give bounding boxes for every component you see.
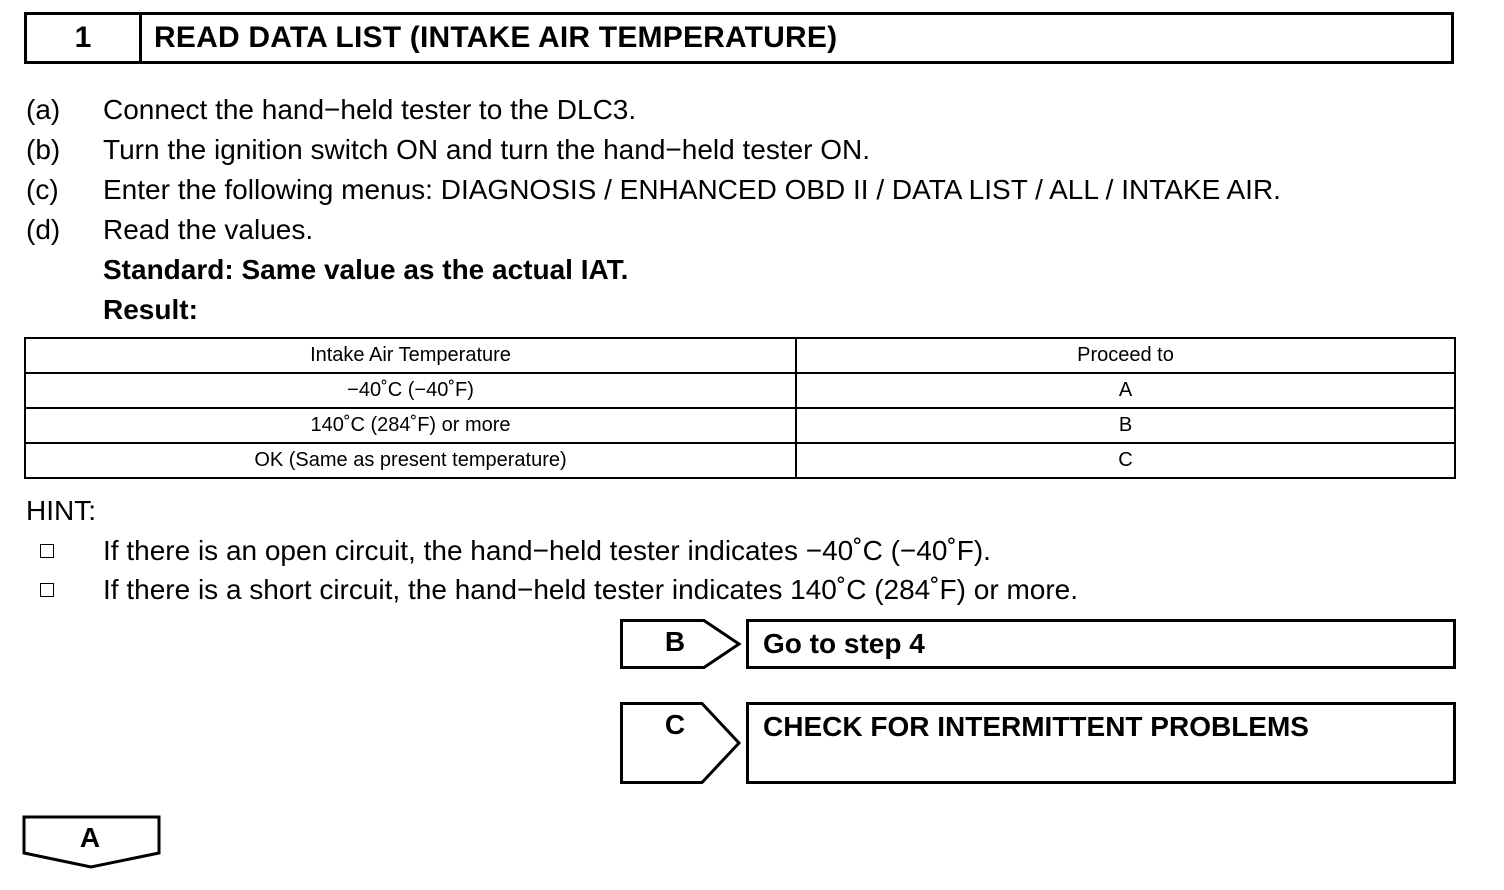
hint-text: If there is an open circuit, the hand−held tester indicates −40˚C (−40˚F).	[103, 535, 991, 566]
table-row	[25, 443, 1455, 478]
step-label: (b)	[26, 134, 61, 165]
step-number: 1	[27, 15, 142, 61]
step-label: (a)	[26, 94, 61, 125]
result-table	[24, 337, 1456, 479]
step-text: Connect the hand−held tester to the DLC3.	[103, 94, 637, 125]
standard-text: Standard: Same value as the actual IAT.	[103, 254, 629, 285]
branch-action-b: Go to step 4	[746, 619, 1456, 669]
table-header-row	[25, 338, 1455, 373]
procedure-step-a	[26, 92, 636, 128]
table-cell: B	[796, 408, 1455, 443]
procedure-step-b	[26, 132, 870, 168]
table-row	[25, 373, 1455, 408]
table-cell: OK (Same as present temperature)	[25, 443, 796, 478]
step-header	[24, 12, 1454, 64]
table-cell: 140˚C (284˚F) or more	[25, 408, 796, 443]
step-text: Read the values.	[103, 214, 314, 245]
table-row	[25, 408, 1455, 443]
procedure-step-c	[26, 172, 1281, 208]
checkbox-bullet-icon	[40, 583, 54, 597]
procedure-step-d	[26, 212, 313, 248]
hint-title: HINT:	[26, 495, 96, 526]
hint-text: If there is a short circuit, the hand−held tester indicates 140˚C (284˚F) or more.	[103, 574, 1079, 605]
hint-item	[26, 533, 991, 569]
checkbox-bullet-icon	[40, 544, 54, 558]
result-label: Result:	[103, 294, 198, 325]
branch-action-c: CHECK FOR INTERMITTENT PROBLEMS	[746, 702, 1456, 784]
table-header-cell: Intake Air Temperature	[25, 338, 796, 373]
table-cell: A	[796, 373, 1455, 408]
table-header-cell: Proceed to	[796, 338, 1455, 373]
hint-item	[26, 572, 1078, 608]
continue-code-a: A	[79, 822, 101, 853]
step-text: Turn the ignition switch ON and turn the hand−held tester ON.	[103, 134, 871, 165]
step-label: (c)	[26, 174, 59, 205]
step-title: READ DATA LIST (INTAKE AIR TEMPERATURE)	[154, 21, 838, 54]
step-text: Enter the following menus: DIAGNOSIS / ENHANCED OBD II / DATA LIST / ALL / INTAKE AIR.	[103, 174, 1281, 205]
branch-code-b: B	[664, 626, 686, 657]
step-label: (d)	[26, 214, 61, 245]
table-cell: −40˚C (−40˚F)	[25, 373, 796, 408]
table-cell: C	[796, 443, 1455, 478]
branch-code-c: C	[664, 709, 686, 740]
